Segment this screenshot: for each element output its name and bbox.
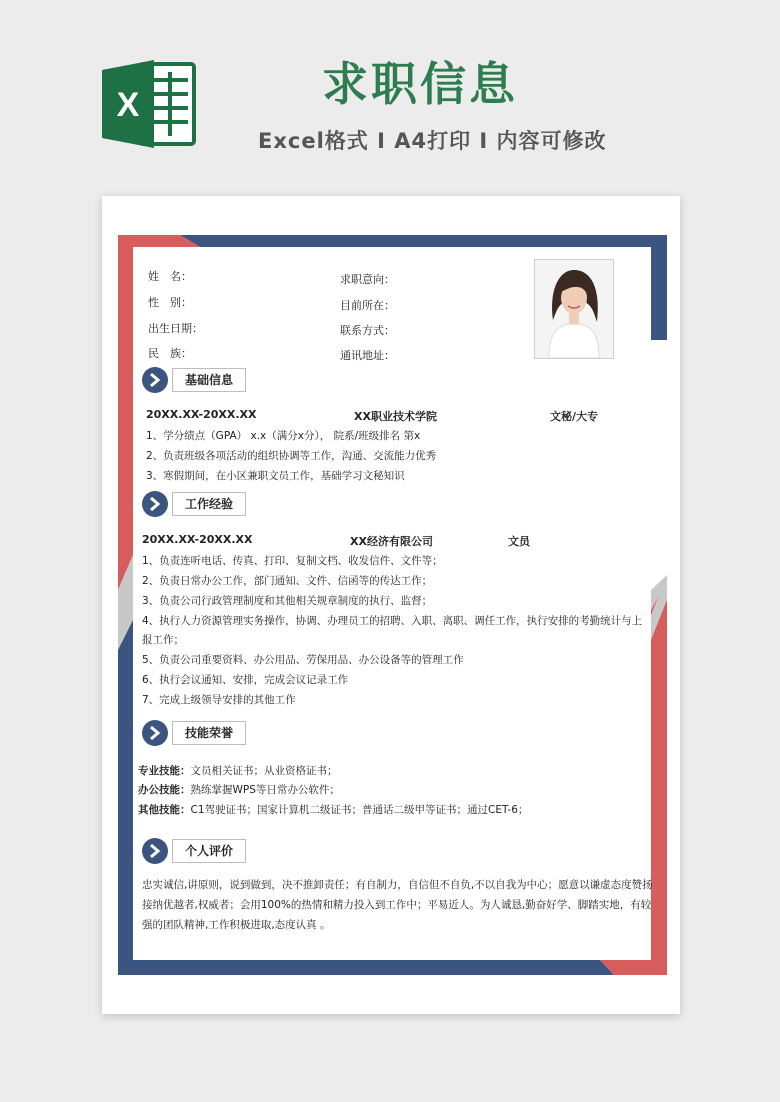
evaluation-line: 强的团队精神,工作积极进取,态度认真 。 (142, 919, 331, 931)
birth-label: 出生日期： (148, 322, 203, 335)
education-major: 文秘/大专 (550, 410, 599, 423)
education-school: XX职业技术学院 (354, 410, 437, 423)
name-label: 姓 名： (148, 270, 192, 283)
work-item: 4、执行人力资源管理实务操作，协调、办理员工的招聘、入职、离职、调任工作，执行安排的考勤统计与上 (142, 615, 643, 627)
section-arrow-icon (142, 720, 168, 746)
skill-label: 其他技能： (138, 804, 191, 816)
work-period: 20XX.XX-20XX.XX (142, 533, 253, 546)
skill-row (138, 802, 528, 817)
section-work-title: 工作经验 (172, 492, 246, 516)
address-label: 通讯地址： (340, 349, 395, 362)
section-work (142, 491, 252, 517)
work-position: 文员 (508, 535, 530, 548)
work-item: 3、负责公司行政管理制度和其他相关规章制度的执行、监督； (142, 595, 433, 607)
work-item: 2、负责日常办公工作，部门通知、文件、信函等的传达工作； (142, 575, 433, 587)
contact-label: 联系方式： (340, 324, 395, 337)
work-item: 5、负责公司重要资料、办公用品、劳保用品、办公设备等的管理工作 (142, 654, 464, 666)
education-item: 2、负责班级各项活动的组织协调等工作，沟通、交流能力优秀 (146, 450, 437, 462)
evaluation-line: 忠实诚信,讲原则，说到做到，决不推卸责任；有自制力，自信但不自负,不以自我为中心；愿意以谦虚态度赞扬 (142, 879, 653, 891)
work-item: 7、完成上级领导安排的其他工作 (142, 694, 296, 706)
section-arrow-icon (142, 367, 168, 393)
skill-value: C1驾驶证书；国家计算机二级证书；普通话二级甲等证书；通过CET-6； (190, 804, 529, 816)
work-item: 1、负责连听电话、传真、打印、复制文档、收发信件、文件等； (142, 555, 443, 567)
gender-label: 性 别： (148, 296, 192, 309)
section-skills-title: 技能荣誉 (172, 721, 246, 745)
section-skills (142, 720, 252, 746)
education-item: 1、学分绩点（GPA） x.x（满分x分）， 院系/班级排名 第x (146, 430, 421, 442)
work-item: 6、执行会议通知、安排，完成会议记录工作 (142, 674, 349, 686)
excel-logo-letter: X (116, 86, 140, 124)
skill-row (138, 782, 340, 797)
section-evaluation-title: 个人评价 (172, 839, 246, 863)
education-item: 3、寒假期间，在小区兼职文员工作，基础学习文秘知识 (146, 470, 405, 482)
section-evaluation (142, 838, 252, 864)
portrait-image (535, 260, 613, 358)
skill-label: 专业技能： (138, 765, 191, 777)
ethnic-label: 民 族： (148, 347, 192, 360)
work-item: 报工作； (142, 634, 184, 646)
section-arrow-icon (142, 491, 168, 517)
skill-label: 办公技能： (138, 784, 191, 796)
section-education-title: 基础信息 (172, 368, 246, 392)
skill-row (138, 763, 338, 778)
section-education (142, 367, 252, 393)
education-period: 20XX.XX-20XX.XX (146, 408, 257, 421)
skill-value: 文员相关证书；从业资格证书； (190, 765, 338, 777)
skill-value: 熟练掌握WPS等日常办公软件； (190, 784, 340, 796)
work-company: XX经济有限公司 (350, 535, 433, 548)
location-label: 目前所在： (340, 299, 395, 312)
evaluation-line: 接纳优越者,权威者；会用100%的热情和精力投入到工作中；平易近人。为人诚恳,勤奋好学、脚踏实地，有较 (142, 899, 652, 911)
page-title: 求职信息 (322, 57, 518, 111)
section-arrow-icon (142, 838, 168, 864)
intent-label: 求职意向： (340, 273, 395, 286)
profile-photo (534, 259, 614, 359)
page-subtitle: Excel格式 I A4打印 I 内容可修改 (258, 129, 607, 153)
